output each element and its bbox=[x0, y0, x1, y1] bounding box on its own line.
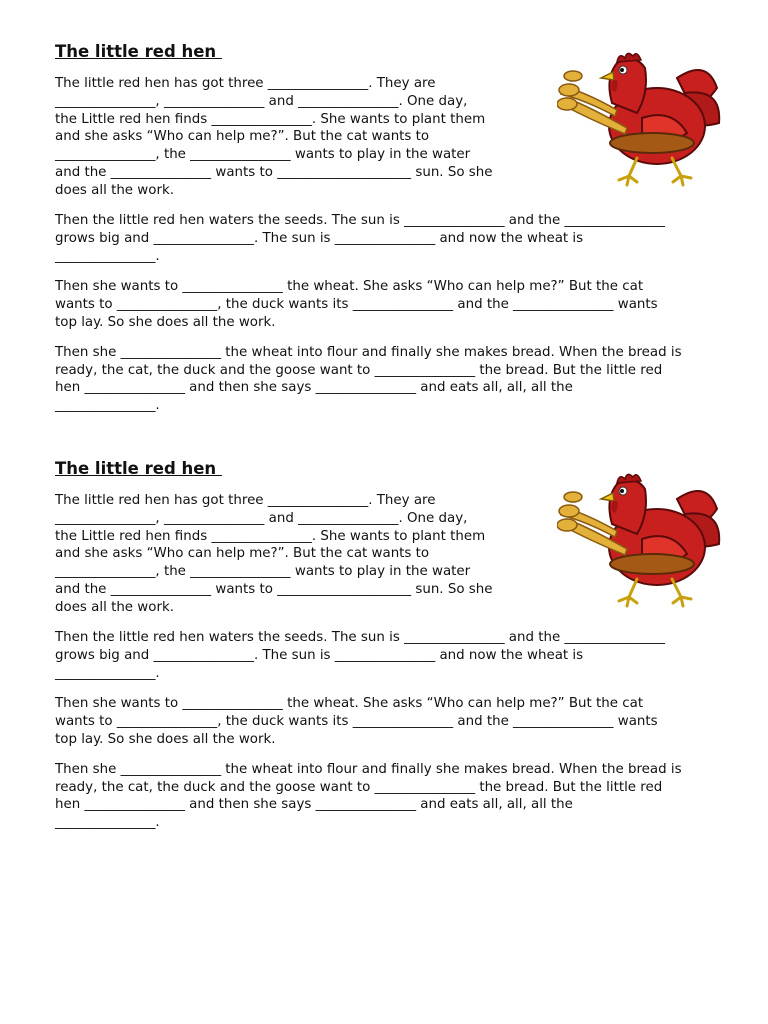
red-hen-icon bbox=[557, 48, 727, 188]
text-line: Then the little red hen waters the seeds. The sun is _______________ and the _______________ bbox=[55, 630, 665, 646]
paragraph-intro bbox=[55, 75, 545, 200]
paragraph-bread bbox=[55, 761, 735, 832]
text-line: wants to _______________, the duck wants its _______________ and the _______________ wants bbox=[55, 713, 658, 729]
text-line: hen _______________ and then she says _______________ and eats all, all, all the bbox=[55, 380, 573, 396]
text-line: Then the little red hen waters the seeds. The sun is _______________ and the _______________ bbox=[55, 213, 665, 229]
text-line: and the _______________ wants to ____________________ sun. So she bbox=[55, 581, 493, 597]
text-line: ready, the cat, the duck and the goose want to _______________ the bread. But the little red bbox=[55, 362, 663, 378]
text-line: wants to _______________, the duck wants its _______________ and the _______________ wants bbox=[55, 296, 658, 312]
text-line: the Little red hen finds _______________. She wants to plant them bbox=[55, 528, 486, 544]
paragraph-intro bbox=[55, 492, 545, 617]
text-line: _______________. bbox=[55, 665, 160, 681]
text-line: The little red hen has got three _______________. They are bbox=[55, 493, 436, 508]
text-line: and the _______________ wants to ____________________ sun. So she bbox=[55, 164, 493, 180]
text-line: Then she _______________ the wheat into flour and finally she makes bread. When the bread is bbox=[55, 344, 682, 360]
paragraph-watering bbox=[55, 212, 735, 265]
text-line: The little red hen has got three _______________. They are bbox=[55, 76, 436, 91]
text-line: and she asks “Who can help me?”. But the cat wants to bbox=[55, 129, 430, 145]
paragraph-bread bbox=[55, 344, 735, 415]
text-line: top lay. So she does all the work. bbox=[55, 731, 276, 747]
text-line: hen _______________ and then she says _______________ and eats all, all, all the bbox=[55, 797, 573, 813]
red-hen-icon bbox=[557, 469, 727, 609]
text-line: does all the work. bbox=[55, 182, 174, 198]
text-line: _______________, _______________ and _______________. One day, bbox=[55, 510, 468, 526]
text-line: grows big and _______________. The sun is _______________ and now the wheat is bbox=[55, 647, 584, 663]
text-line: _______________, the _______________ wants to play in the water bbox=[55, 147, 471, 163]
text-line: Then she wants to _______________ the wheat. She asks “Who can help me?” But the cat bbox=[55, 695, 644, 711]
text-line: _______________. bbox=[55, 248, 160, 264]
paragraph-harvest bbox=[55, 278, 735, 331]
text-line: does all the work. bbox=[55, 599, 174, 615]
text-line: the Little red hen finds _______________. She wants to plant them bbox=[55, 111, 486, 127]
text-line: _______________, _______________ and _______________. One day, bbox=[55, 93, 468, 109]
worksheet-title: The little red hen bbox=[55, 459, 222, 478]
paragraph-harvest bbox=[55, 695, 735, 748]
paragraph-watering bbox=[55, 629, 735, 682]
text-line: _______________. bbox=[55, 398, 160, 414]
text-line: Then she wants to _______________ the wheat. She asks “Who can help me?” But the cat bbox=[55, 278, 644, 294]
text-line: and she asks “Who can help me?”. But the cat wants to bbox=[55, 546, 430, 562]
worksheet-2 bbox=[55, 459, 735, 845]
worksheet-1 bbox=[55, 42, 735, 428]
text-line: Then she _______________ the wheat into flour and finally she makes bread. When the bread is bbox=[55, 761, 682, 777]
text-line: top lay. So she does all the work. bbox=[55, 314, 276, 330]
text-line: _______________, the _______________ wants to play in the water bbox=[55, 564, 471, 580]
worksheet-title: The little red hen bbox=[55, 42, 222, 61]
text-line: _______________. bbox=[55, 815, 160, 831]
text-line: ready, the cat, the duck and the goose want to _______________ the bread. But the little red bbox=[55, 779, 663, 795]
text-line: grows big and _______________. The sun is _______________ and now the wheat is bbox=[55, 230, 584, 246]
